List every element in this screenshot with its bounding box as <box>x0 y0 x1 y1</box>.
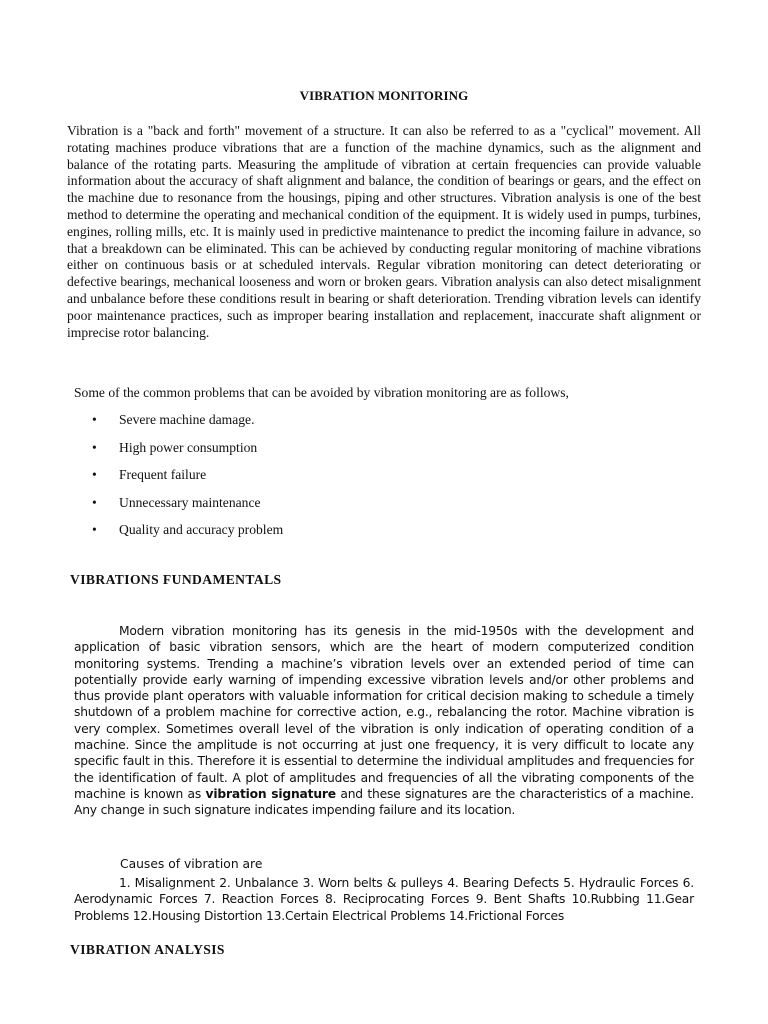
list-item: • Frequent failure <box>92 467 283 495</box>
bullet-icon: • <box>92 467 97 482</box>
list-item: • Severe machine damage. <box>92 412 283 440</box>
causes-heading: Causes of vibration are <box>120 857 263 871</box>
list-item: • Quality and accuracy problem <box>92 522 283 550</box>
causes-list: 1. Misalignment 2. Unbalance 3. Worn belts & pulleys 4. Bearing Defects 5. Hydraulic Forces 6. Aerodynamic Forces 7. Reaction Forces 8. Reciprocating Forces 9. Bent Shafts 10.Rubbing 11.Gear Problems 12.Housing Distortion 13.Certain Electrical Problems 14.Frictional Forces <box>74 876 694 923</box>
problems-intro: Some of the common problems that can be avoided by vibration monitoring are as follows, <box>74 385 569 400</box>
heading-analysis: VIBRATION ANALYSIS <box>70 942 225 957</box>
bullet-icon: • <box>92 412 97 427</box>
vibration-signature-term: vibration signature <box>205 786 336 801</box>
list-item: • Unnecessary maintenance <box>92 495 283 523</box>
problems-list <box>92 412 283 550</box>
bullet-icon: • <box>92 494 97 510</box>
list-item: • High power consumption <box>92 440 283 468</box>
bullet-icon: • <box>92 439 97 455</box>
intro-paragraph: Vibration is a "back and forth" movement of a structure. It can also be referred to as a "cyclical" movement. All rotating machines produce vibrations that are a function of the machine dynamics, such as the alignment and balance of the rotating parts. Measuring the amplitude of vibration at certain frequencies can provide valuable information about the accuracy of shaft alignment and balance, the condition of bearings or gears, and the effect on the machine due to resonance from the housings, piping and other structures. Vibration analysis is one of the best method to determine the operating and mechanical condition of the equipment. It is widely used in pumps, turbines, engines, rolling mills, etc. It is mainly used in predictive maintenance to predict the incoming failure in advance, so that a breakdown can be eliminated. This can be achieved by conducting regular monitoring of machine vibrations either on continuous basis or at scheduled intervals. Regular vibration monitoring can detect deteriorating or defective bearings, mechanical looseness and worn or broken gears. Vibration analysis can also detect misalignment and unbalance before these conditions result in bearing or shaft deterioration. Trending vibration levels can identify poor maintenance practices, such as improper bearing installation and replacement, inaccurate shaft alignment or imprecise rotor balancing. <box>67 123 701 340</box>
bullet-icon: • <box>92 522 97 537</box>
heading-fundamentals: VIBRATIONS FUNDAMENTALS <box>70 572 282 587</box>
fundamentals-paragraph: Modern vibration monitoring has its genesis in the mid-1950s with the development and application of basic vibration sensors, which are the heart of modern computerized condition monitoring systems. Trending a machine’s vibration levels over an extended period of time can potentially provide early warning of impending excessive vibration levels and/or other problems and thus provide plant operators with valuable information for critical decision making to schedule a timely shutdown of a problem machine for corrective action, e.g., rebalancing the rotor. Machine vibration is very complex. Sometimes overall level of the vibration is only indication of operating condition of a machine. Since the amplitude is not occurring at just one frequency, it is very difficult to locate any specific fault in this. Therefore it is essential to determine the individual amplitudes and frequencies for the identification of fault. A plot of amplitudes and frequencies of all the vibrating components of the machine is known as vibration signature and these signatures are the characteristics of a machine. Any change in such signature indicates impending failure and its location. <box>74 624 694 818</box>
page-title: VIBRATION MONITORING <box>299 88 469 103</box>
